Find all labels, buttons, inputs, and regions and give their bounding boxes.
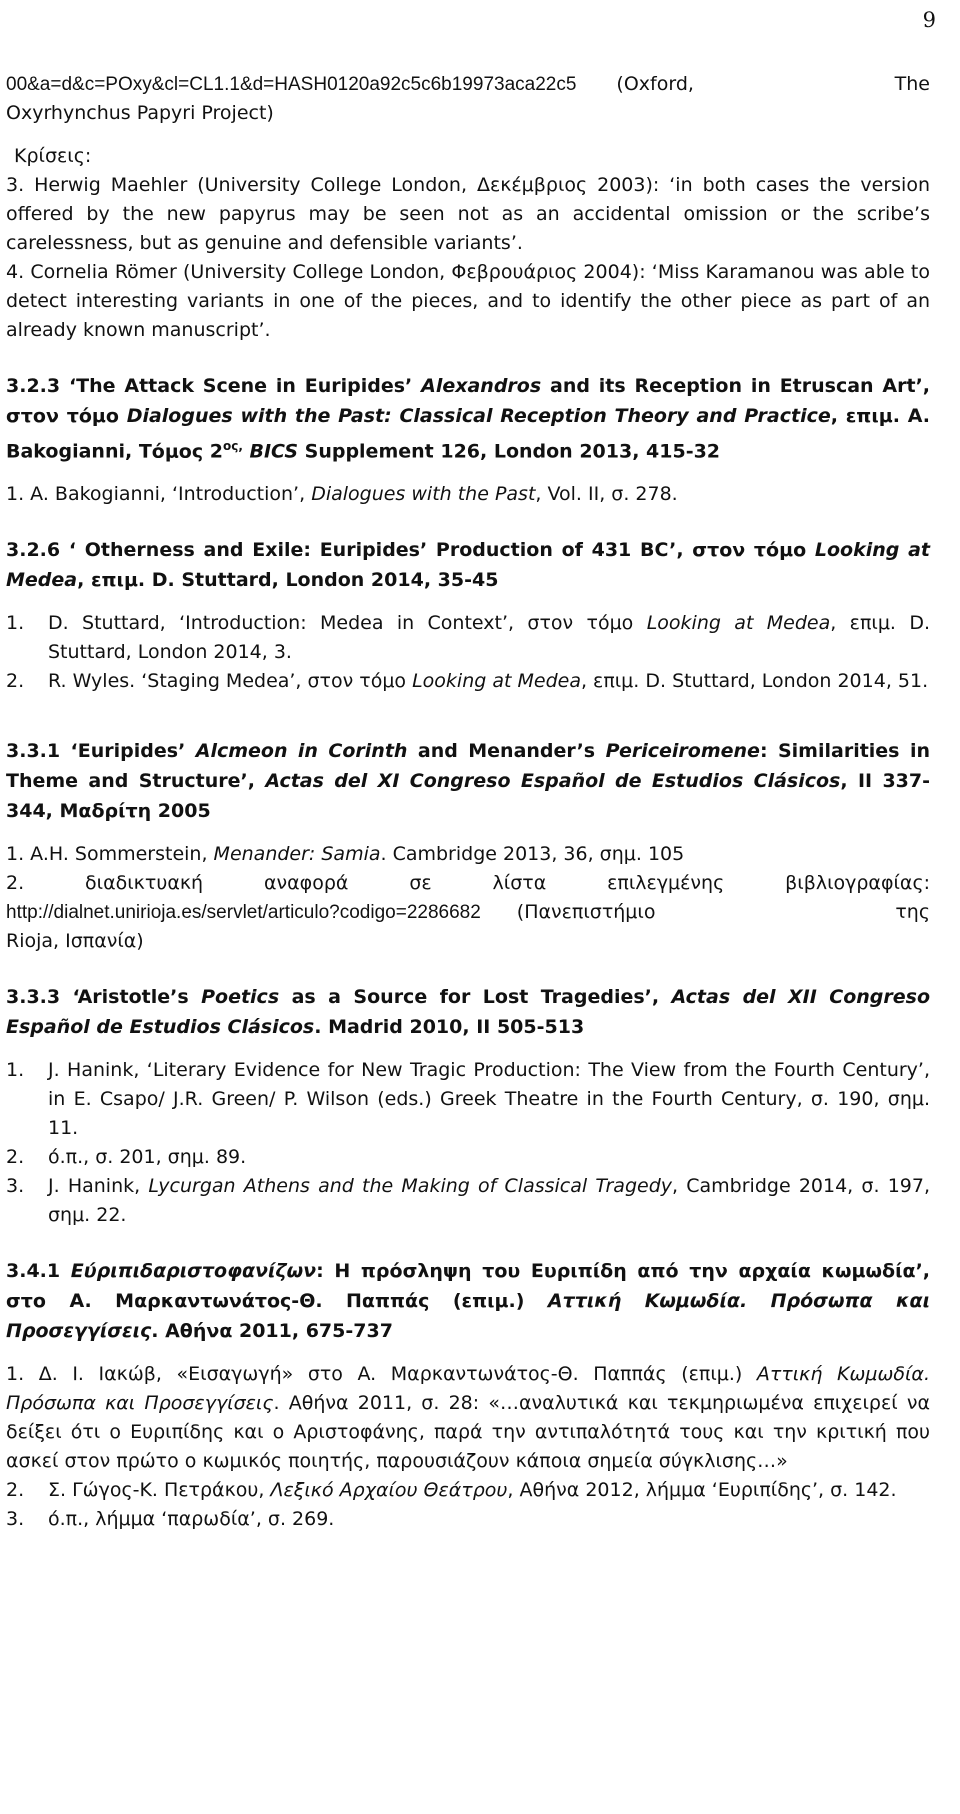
url-source: (Oxford,: [616, 73, 694, 95]
heading-text: ‘Aristotle’s: [60, 986, 202, 1009]
citation-body: [48, 609, 930, 667]
heading-text: and Menander’s: [407, 740, 606, 763]
heading-text: : Η πρόσληψη του Ευριπίδη από την αρχαία κωμωδία’, στο A. Μαρκαντωνάτος-Θ. Παππάς (επιμ.): [6, 1260, 931, 1313]
citation-italic: Αττική Κωμωδία. Πρόσωπα και Προσεγγίσεις: [6, 1363, 930, 1415]
citation-number: 2.: [6, 1146, 25, 1169]
heading-text: , επιμ. D. Stuttard, London 2014, 35-45: [77, 569, 499, 592]
section-number: 3.4.1: [6, 1260, 61, 1283]
review-4: 4. Cornelia Römer (University College London, Φεβρουάριος 2004): ‘Miss Karamanou was able to detect interesting variants in one of the pieces, and to identify the other piece as part of an already known manuscript’.: [6, 261, 930, 341]
citation: [6, 1172, 930, 1230]
citation-text: , Cambridge 2014, σ. 197, σημ. 22.: [48, 1175, 931, 1227]
citation: 2. διαδικτυακή αναφορά σε λίστα επιλεγμένης βιβλιογραφίας:: [6, 872, 930, 895]
reviews-label: Κρίσεις:: [14, 145, 92, 167]
citation-text: R. Wyles. ‘Staging Medea’, στον τόμο: [48, 670, 413, 693]
document-body: [6, 70, 930, 1534]
citation-number: 3.: [6, 1175, 25, 1198]
heading-text: . Αθήνα 2011, 675-737: [151, 1320, 393, 1343]
citation-number: 2.: [6, 1479, 25, 1502]
heading-text: ‘ Otherness and Exile: Euripides’ Production of 431 BC’, στον τόμο: [60, 539, 815, 562]
heading-italic: Poetics: [201, 986, 280, 1009]
citation-text: . Cambridge 2013, 36, σημ. 105: [380, 843, 685, 866]
citation-url: http://dialnet.unirioja.es/servlet/articulo?codigo=2286682: [6, 902, 481, 924]
heading-sup: ος,: [222, 439, 243, 453]
url-line-2: Oxyrhynchus Papyri Project): [6, 102, 274, 124]
citation-italic: Dialogues with the Past: [311, 483, 536, 506]
heading-italic: Looking at Medea: [6, 539, 930, 592]
citation: [6, 667, 930, 696]
citation-italic: Lycurgan Athens and the Making of Classical Tragedy: [148, 1175, 673, 1198]
section-3-2-3-heading: [6, 371, 930, 466]
heading-italic: BICS: [242, 440, 299, 463]
section-number: 3.2.6: [6, 539, 61, 562]
citation-text: ό.π., λήμμα ‘παρωδία’, σ. 269.: [48, 1508, 335, 1531]
citation-text: (Πανεπιστήμιο της: [516, 901, 930, 924]
section-number: 3.3.1: [6, 740, 61, 763]
heading-italic: Εύριπιδαριστοφανίζων: [60, 1260, 317, 1283]
citation-body: [48, 667, 930, 696]
page-number: 9: [922, 8, 936, 32]
section-3-3-3-heading: [6, 982, 930, 1042]
heading-text: , II 337-344, Μαδρίτη 2005: [6, 770, 930, 823]
url-tail: [576, 70, 930, 99]
heading-italic: Alcmeon in Corinth: [195, 740, 408, 763]
citation-italic: Λεξικό Αρχαίου Θεάτρου: [270, 1479, 508, 1502]
citation: [6, 480, 930, 509]
citation: [6, 1360, 930, 1476]
citation-text: , επιμ. D. Stuttard, London 2014, 3.: [48, 612, 931, 664]
url-source-end: The: [894, 73, 930, 95]
section-number: 3.2.3: [6, 375, 61, 397]
citation: [6, 1143, 930, 1172]
citation: [6, 840, 930, 869]
citation-text: ό.π., σ. 201, σημ. 89.: [48, 1146, 247, 1169]
url-line: [6, 70, 930, 99]
citation-number: 2.: [6, 670, 25, 693]
citation-text: . Αθήνα 2011, σ. 28: «…αναλυτικά και τεκμηριωμένα επιχειρεί να δείξει ότι ο Ευριπίδης και ο Αριστοφάνης, παρά την αντιπαλότητά τους και την κριτική που ασκεί στον πρώτο ο κωμικός ποιητής, παρουσιάζουν κάποια σημεία σύγκλισης…»: [6, 1392, 930, 1473]
heading-text: ‘Euripides’: [60, 740, 196, 763]
review-3: 3. Herwig Maehler (University College London, Δεκέμβριος 2003): ‘in both cases the version offered by the new papyrus may be seen not as an accidental omission or the scribe’s carelessness, but as genuine and defensible variants’.: [6, 174, 930, 254]
citation-number: 3.: [6, 1508, 25, 1531]
citation-body: [48, 1172, 930, 1230]
citation-number: 1.: [6, 612, 25, 635]
heading-italic: Periceiromene: [605, 740, 760, 763]
citation-text: 1. A. Bakogianni, ‘Introduction’,: [6, 483, 312, 506]
citation-text: 1. Δ. Ι. Ιακώβ, «Εισαγωγή» στο A. Μαρκαντωνάτος-Θ. Παππάς (επιμ.): [6, 1363, 757, 1386]
citation: Rioja, Ισπανία): [6, 930, 144, 953]
heading-text: . Madrid 2010, II 505-513: [314, 1016, 585, 1039]
citation-italic: Menander: Samia: [213, 843, 381, 866]
citation: [6, 1056, 930, 1143]
heading-italic: Actas del XII Congreso Español de Estudios Clásicos: [6, 986, 930, 1039]
citation: [6, 609, 930, 667]
section-number: 3.3.3: [6, 986, 61, 1009]
citation-text: Σ. Γώγος-Κ. Πετράκου,: [48, 1479, 271, 1502]
heading-text: , επιμ. A. Bakogianni, Τόμος 2: [6, 405, 930, 463]
section-3-4-1-heading: [6, 1256, 930, 1346]
citation-text: , Αθήνα 2012, λήμμα ‘Ευριπίδης’, σ. 142.: [507, 1479, 897, 1502]
citation-italic: Looking at Medea: [646, 612, 831, 635]
heading-text: : Similarities in Theme and Structure’,: [6, 740, 930, 793]
heading-text: Supplement 126, London 2013, 415-32: [298, 440, 721, 463]
heading-text: as a Source for Lost Tragedies’,: [279, 986, 672, 1009]
section-3-2-6-heading: [6, 535, 930, 595]
citation-url-line: [6, 898, 930, 927]
citation: [6, 1505, 930, 1534]
citation: [6, 1476, 930, 1505]
citation-number: 1.: [6, 1059, 25, 1082]
heading-italic: Actas del XI Congreso Español de Estudios Clásicos: [265, 770, 841, 793]
citation-text: 1. A.H. Sommerstein,: [6, 843, 214, 866]
citation-italic: Looking at Medea: [412, 670, 581, 693]
citation-text: J. Hanink, ‘Literary Evidence for New Tragic Production: The View from the Fourth Century’, in E. Csapo/ J.R. Green/ P. Wilson (eds.) Greek Theatre in the Fourth Century, σ. 190, σημ. 11.: [48, 1059, 930, 1140]
heading-text: and its Reception in Etruscan Art’, στον τόμο: [6, 375, 930, 427]
citation-text: J. Hanink,: [48, 1175, 149, 1198]
url-text: 00&a=d&c=POxy&cl=CL1.1&d=HASH0120a92c5c6b19973aca22c5: [6, 74, 577, 95]
heading-italic: Αττική Κωμωδία. Πρόσωπα και Προσεγγίσεις: [6, 1290, 930, 1343]
heading-italic: Dialogues with the Past: Classical Reception Theory and Practice: [126, 405, 831, 427]
citation-text: , Vol. II, σ. 278.: [535, 483, 678, 506]
citation-text: , επιμ. D. Stuttard, London 2014, 51.: [580, 670, 929, 693]
section-3-3-1-heading: [6, 736, 930, 826]
citation-text: D. Stuttard, ‘Introduction: Medea in Context’, στον τόμο: [48, 612, 647, 635]
citation-body: [48, 1476, 930, 1505]
heading-italic: Alexandros: [421, 375, 542, 397]
heading-text: ‘The Attack Scene in Euripides’: [60, 375, 422, 397]
